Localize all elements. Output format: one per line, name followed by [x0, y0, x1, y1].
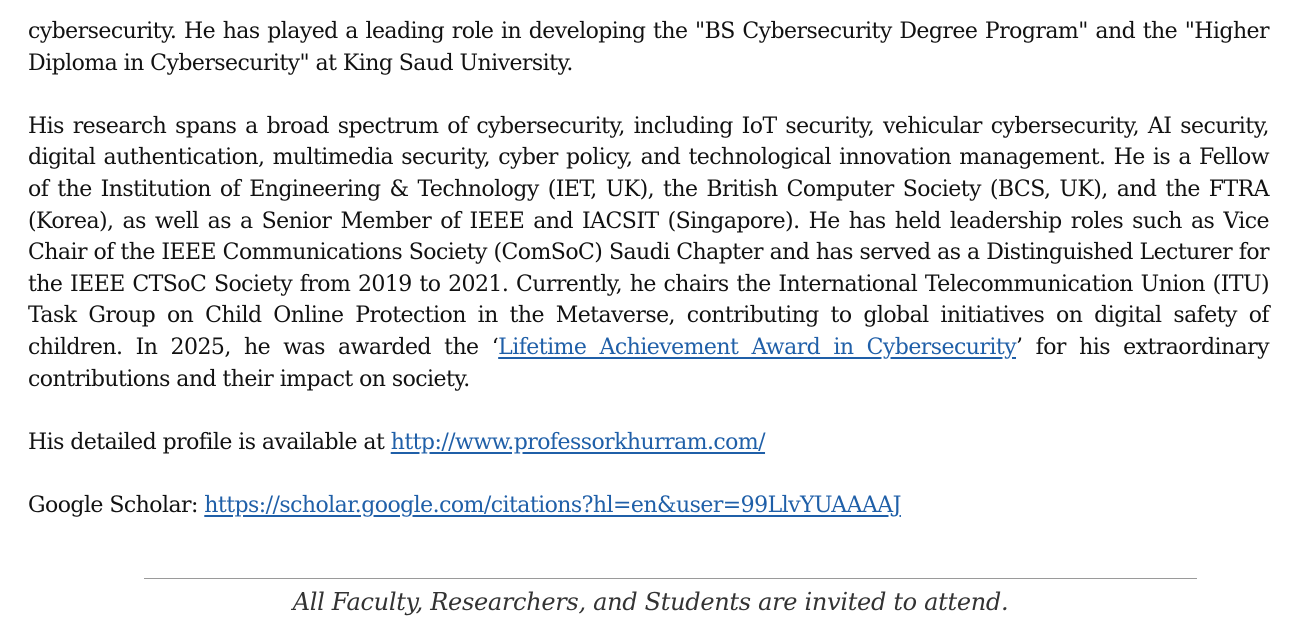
footer-invitation: All Faculty, Researchers, and Students are invited to attend.	[292, 588, 1009, 616]
document-body	[28, 16, 1269, 522]
research-paragraph-text: His research spans a broad spectrum of cybersecurity, including IoT security, vehicular cybersecurity, AI security, digital authentication, multimedia security, cyber policy, and technological innovation management. He is a Fellow of the Institution of Engineering & Technology (IET, UK), the British Computer Society (BCS, UK), and the FTRA (Korea), as well as a Senior Member of IEEE and IACSIT (Singapore). He has held leadership roles such as Vice Chair of the IEEE Communications Society (ComSoC) Saudi Chapter and has served as a Distinguished Lecturer for the IEEE CTSoC Society from 2019 to 2021. Currently, he chairs the International Telecommunication Union (ITU) Task Group on Child Online Protection in the Metaverse, contributing to global initiatives on digital safety of children. In 2025, he was awarded the ‘	[28, 113, 1269, 360]
paragraph-spacer	[28, 79, 1269, 111]
scholar-label: Google Scholar:	[28, 492, 205, 518]
profile-label: His detailed profile is available at	[28, 429, 391, 455]
lifetime-award-link[interactable]: Lifetime Achievement Award in Cybersecurity	[498, 334, 1016, 360]
profile-line	[28, 427, 1269, 459]
scholar-link[interactable]: https://scholar.google.com/citations?hl=en&user=99LlvYUAAAAJ	[204, 492, 901, 518]
profile-link[interactable]: http://www.professorkhurram.com/	[390, 429, 766, 455]
research-paragraph-tail: ’ for his extraordinary contributions and their impact on society.	[28, 334, 1269, 392]
research-paragraph	[28, 111, 1269, 395]
paragraph-spacer	[28, 458, 1269, 490]
paragraph-spacer	[28, 395, 1269, 427]
bio-paragraph-1	[28, 16, 1269, 79]
footer-divider	[144, 578, 1197, 579]
scholar-line	[28, 490, 1269, 522]
bio-paragraph-1-text: cybersecurity. He has played a leading role in developing the "BS Cybersecurity Degree Program" and the "Higher Diploma in Cybersecurity" at King Saud University.	[28, 19, 1269, 76]
